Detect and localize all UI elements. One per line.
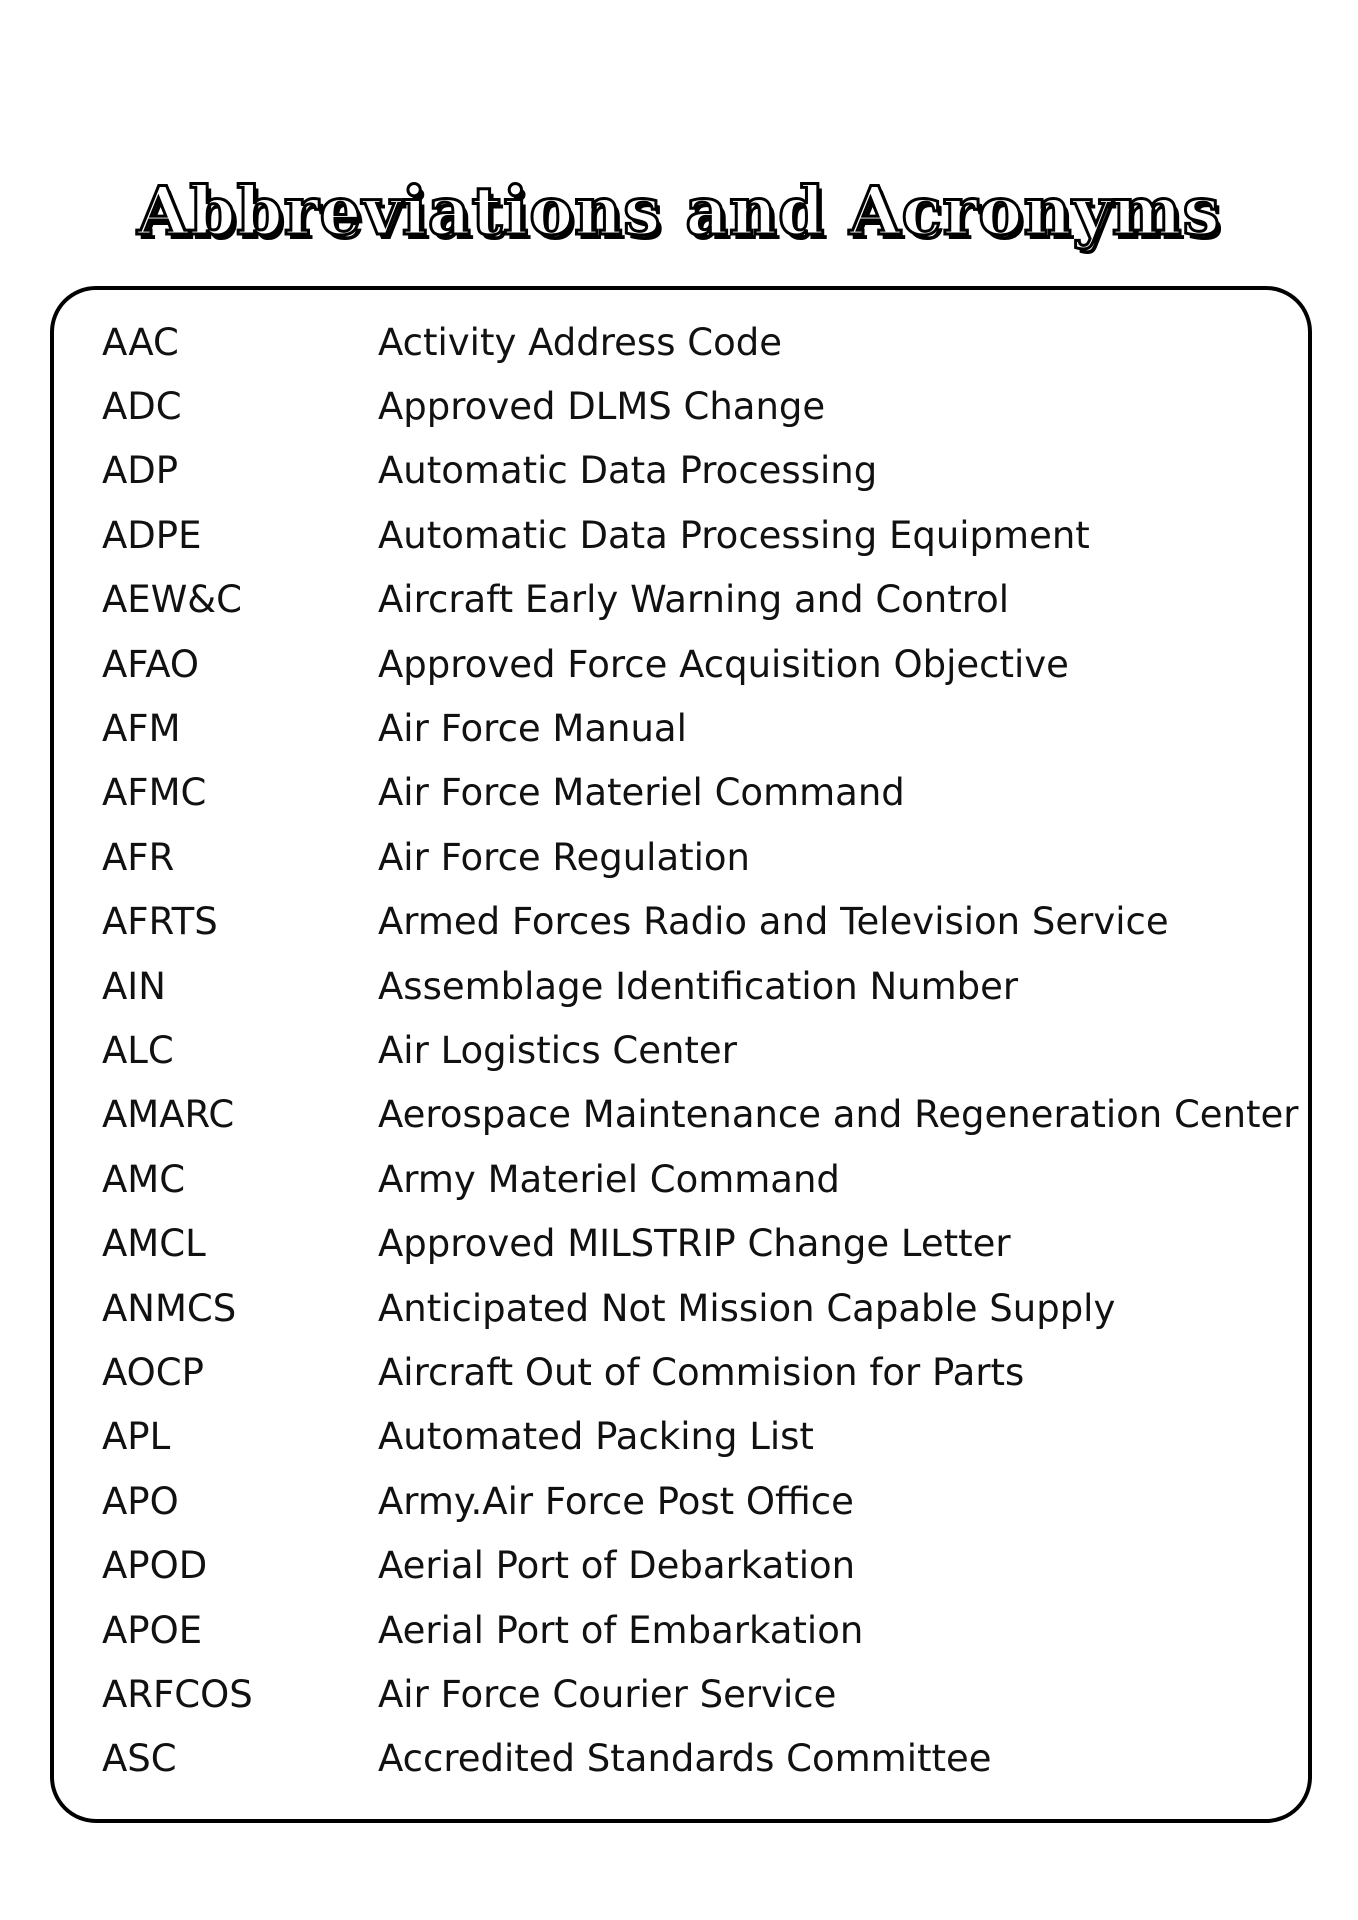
abbreviation-meaning: Air Logistics Center <box>378 1028 737 1072</box>
abbreviation: ARFCOS <box>102 1672 253 1716</box>
glossary-row <box>102 1662 1299 1726</box>
abbreviation: ASC <box>102 1737 177 1781</box>
page-title: Abbreviations and Acronyms <box>137 172 1221 251</box>
glossary-list <box>102 310 1299 1791</box>
glossary-row <box>102 503 1299 567</box>
abbreviation: AIN <box>102 964 166 1008</box>
abbreviation: AMCL <box>102 1222 206 1266</box>
abbreviation-meaning: Army.Air Force Post Office <box>378 1479 854 1523</box>
abbreviation-meaning: Assemblage Identification Number <box>378 964 1019 1008</box>
abbreviation: APL <box>102 1415 171 1459</box>
glossary-row <box>102 1340 1299 1404</box>
glossary-row <box>102 1211 1299 1275</box>
abbreviation-meaning: Anticipated Not Mission Capable Supply <box>378 1286 1116 1330</box>
glossary-row <box>102 1727 1299 1791</box>
glossary-row <box>102 632 1299 696</box>
abbreviation-meaning: Air Force Materiel Command <box>378 771 905 815</box>
abbreviation: ADPE <box>102 513 202 557</box>
abbreviation: AAC <box>102 320 179 364</box>
abbreviation-meaning: Aerial Port of Embarkation <box>378 1608 864 1652</box>
abbreviation-meaning: Approved MILSTRIP Change Letter <box>378 1222 1011 1266</box>
glossary-row <box>102 954 1299 1018</box>
glossary-row <box>102 1083 1299 1147</box>
glossary-row <box>102 1018 1299 1082</box>
abbreviation-meaning: Armed Forces Radio and Television Service <box>378 900 1169 944</box>
glossary-row <box>102 1405 1299 1469</box>
abbreviation: APOD <box>102 1544 208 1588</box>
abbreviation: ADC <box>102 385 182 429</box>
abbreviation-meaning: Automatic Data Processing Equipment <box>378 513 1090 557</box>
abbreviation: AFRTS <box>102 900 218 944</box>
abbreviation-meaning: Aircraft Out of Commision for Parts <box>378 1350 1025 1394</box>
abbreviation: APO <box>102 1479 179 1523</box>
abbreviation-meaning: Activity Address Code <box>378 320 782 364</box>
glossary-row <box>102 1469 1299 1533</box>
abbreviation: ADP <box>102 449 179 493</box>
abbreviation: AFMC <box>102 771 207 815</box>
abbreviation: ANMCS <box>102 1286 237 1330</box>
abbreviation: AFM <box>102 707 181 751</box>
abbreviation: AMARC <box>102 1093 235 1137</box>
glossary-row <box>102 1598 1299 1662</box>
glossary-row <box>102 1147 1299 1211</box>
glossary-row <box>102 761 1299 825</box>
abbreviation: ALC <box>102 1028 174 1072</box>
glossary-row <box>102 1276 1299 1340</box>
abbreviation: AEW&C <box>102 578 242 622</box>
glossary-row <box>102 696 1299 760</box>
abbreviation-meaning: Air Force Manual <box>378 707 687 751</box>
abbreviation-meaning: Automatic Data Processing <box>378 449 878 493</box>
abbreviation: AFR <box>102 835 175 879</box>
glossary-row <box>102 825 1299 889</box>
glossary-row <box>102 310 1299 374</box>
abbreviation-meaning: Air Force Courier Service <box>378 1672 837 1716</box>
glossary-row <box>102 1533 1299 1597</box>
abbreviation: AOCP <box>102 1350 204 1394</box>
glossary-row <box>102 374 1299 438</box>
abbreviation-meaning: Army Materiel Command <box>378 1157 840 1201</box>
abbreviation-meaning: Automated Packing List <box>378 1415 814 1459</box>
abbreviation-meaning: Approved DLMS Change <box>378 385 826 429</box>
abbreviation-meaning: Aerospace Maintenance and Regeneration Center <box>378 1093 1299 1137</box>
abbreviation-meaning: Aerial Port of Debarkation <box>378 1544 856 1588</box>
abbreviation-meaning: Aircraft Early Warning and Control <box>378 578 1010 622</box>
abbreviation-meaning: Approved Force Acquisition Objective <box>378 642 1069 686</box>
abbreviation: AMC <box>102 1157 186 1201</box>
glossary-row <box>102 890 1299 954</box>
abbreviation-meaning: Accredited Standards Committee <box>378 1737 992 1781</box>
glossary-row <box>102 568 1299 632</box>
abbreviation: AFAO <box>102 642 199 686</box>
abbreviation-meaning: Air Force Regulation <box>378 835 751 879</box>
abbreviation: APOE <box>102 1608 203 1652</box>
glossary-row <box>102 439 1299 503</box>
